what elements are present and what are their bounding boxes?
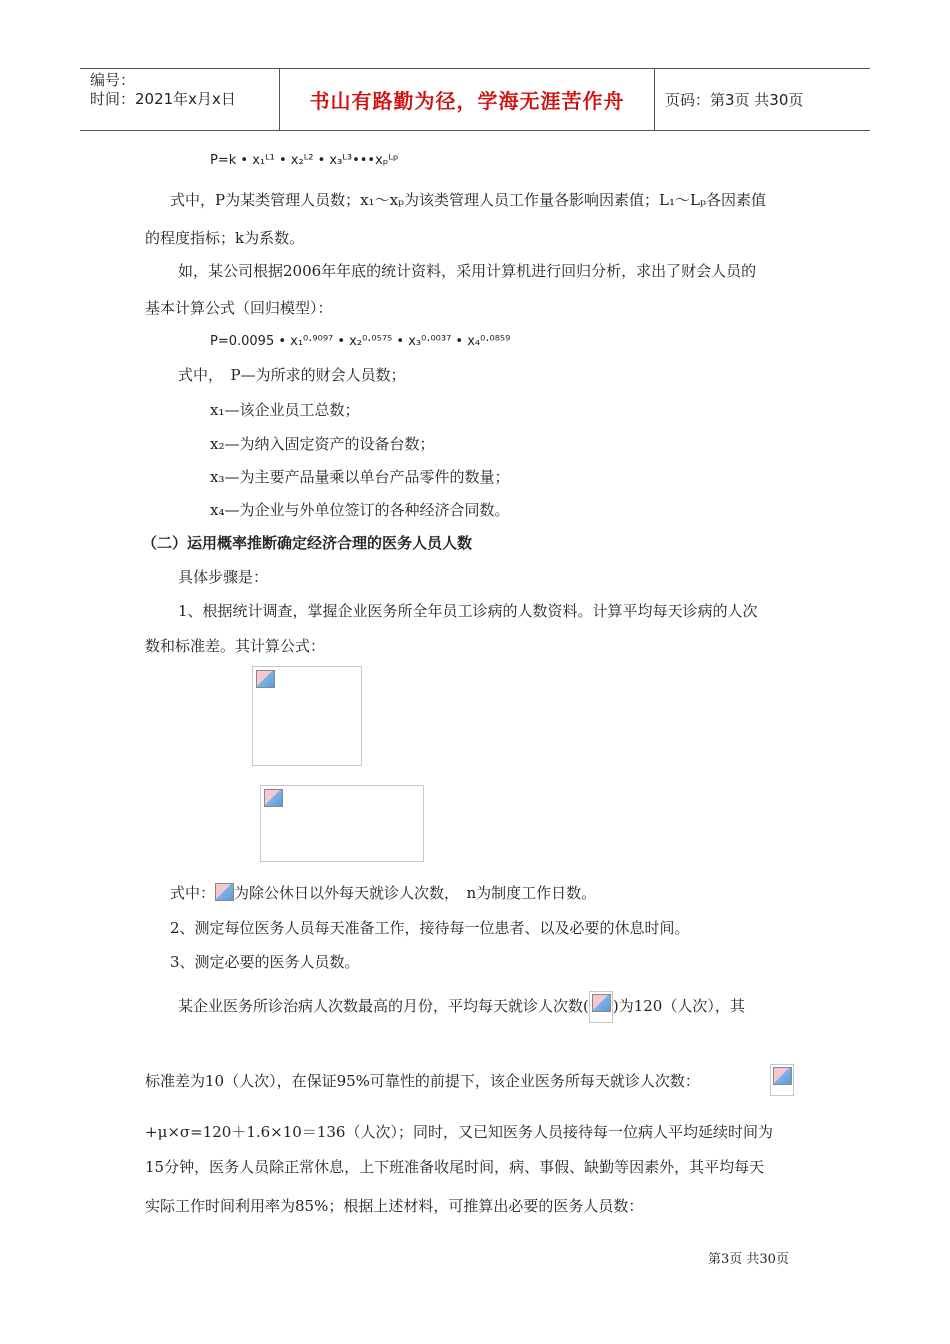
paragraph-line: 的程度指标；k为系数。 <box>145 229 305 247</box>
steps-intro: 具体步骤是： <box>178 568 269 586</box>
formula-general: P=k • x₁ᴸ¹ • x₂ᴸ² • x₃ᴸ³•••xₚᴸᵖ <box>210 153 399 168</box>
step2-line: 2、测定每位医务人员每天准备工作，接待每一位患者、以及必要的休息时间。 <box>170 919 690 937</box>
header-motto: 书山有路勤为径，学海无涯苦作舟 <box>280 69 655 130</box>
broken-image-icon <box>264 789 283 807</box>
step3-line: 3、测定必要的医务人员数。 <box>170 953 360 971</box>
step1-line: 数和标准差。其计算公式： <box>145 637 326 655</box>
definition-x1: x₁—该企业员工总数； <box>210 401 360 419</box>
example-line: 标准差为10（人次），在保证95%可靠性的前提下，该企业医务所每天就诊人次数： <box>145 1072 700 1090</box>
formula-regression: P=0.0095 • x₁⁰·⁹⁰⁹⁷ • x₂⁰·⁰⁵⁷⁵ • x₃⁰·⁰⁰³⁷ • x₄⁰·⁰⁸⁵⁹ <box>210 334 511 349</box>
definition-x2: x₂—为纳入固定资产的设备台数； <box>210 435 435 453</box>
definition-x4: x₄—为企业与外单位签订的各种经济合同数。 <box>210 501 510 519</box>
doc-number-label: 编号： <box>90 71 136 89</box>
section-title: （二）运用概率推断确定经济合理的医务人员人数 <box>142 534 473 552</box>
formula-image-mean <box>252 666 362 766</box>
where-line: 式中： 为除公休日以外每天就诊人次数， n为制度工作日数。 <box>170 884 597 902</box>
page-footer: 第3页 共30页 <box>708 1252 789 1267</box>
formula-image-inline <box>770 1064 794 1096</box>
broken-image-icon <box>215 883 234 901</box>
header-meta <box>80 69 280 130</box>
doc-time-label: 时间：2021年x月x日 <box>90 90 236 108</box>
example-line: +μ×σ=120＋1.6×10＝136（人次）；同时，又已知医务人员接待每一位病人平均延续时间为 <box>145 1123 773 1141</box>
paragraph-line: 式中，P为某类管理人员数；x₁～xₚ为该类管理人员工作量各影响因素值；L₁～Lₚ各因素值 <box>170 191 766 209</box>
definition-p: 式中， P—为所求的财会人员数； <box>178 366 406 384</box>
header-page-label: 页码：第3页 共30页 <box>665 91 804 109</box>
broken-image-icon <box>773 1067 792 1085</box>
example-line: 某企业医务所诊治病人次数最高的月份，平均每天就诊人次数( )为120（人次），其 <box>178 991 745 1023</box>
formula-image-stddev <box>260 785 424 862</box>
example-line: 15分钟，医务人员除正常休息，上下班准备收尾时间，病、事假、缺勤等因素外，其平均每天 <box>145 1158 765 1176</box>
paragraph-line: 如，某公司根据2006年年底的统计资料，采用计算机进行回归分析，求出了财会人员的 <box>178 262 757 280</box>
broken-image-icon <box>256 670 275 688</box>
step1-line: 1、根据统计调查，掌握企业医务所全年员工诊病的人数资料。计算平均每天诊病的人次 <box>178 602 758 620</box>
paragraph-line: 基本计算公式（回归模型）： <box>145 299 333 317</box>
formula-image-inline <box>589 991 613 1023</box>
broken-image-icon <box>592 994 611 1012</box>
example-line: 实际工作时间利用率为85%；根据上述材料，可推算出必要的医务人员数： <box>145 1197 644 1215</box>
definition-x3: x₃—为主要产品量乘以单台产品零件的数量； <box>210 468 510 486</box>
page-header <box>80 68 870 131</box>
